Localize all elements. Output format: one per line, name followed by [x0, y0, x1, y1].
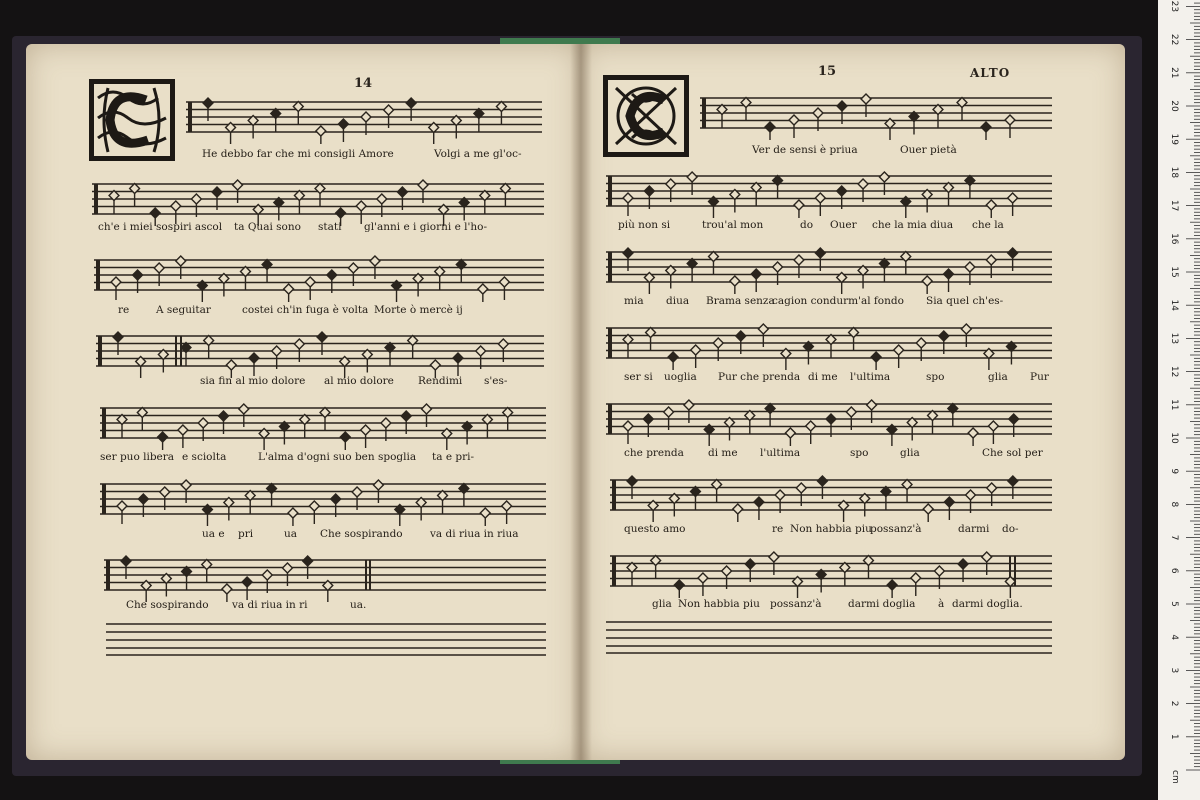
lyric-syllable: L'alma d'ogni suo ben spoglia	[258, 451, 417, 463]
lyric-syllable: va di riua in ri	[232, 599, 308, 611]
staff-right-1	[700, 86, 1052, 140]
lyric-syllable: questo amo	[624, 523, 686, 535]
lyric-syllable: Volgi a me gl'oc-	[434, 148, 522, 160]
lyric-syllable: l'ultima	[850, 371, 891, 383]
staff-left-3	[94, 248, 544, 302]
lyric-syllable: glia	[900, 447, 920, 459]
lyric-syllable: va di riua in riua	[430, 528, 519, 540]
ruler-number: 1	[1169, 733, 1179, 740]
staff-right-3	[606, 240, 1052, 294]
lyric-syllable: Morte ò mercè ij	[374, 304, 463, 316]
lyric-syllable: ser puo libera	[100, 451, 175, 463]
lyric-syllable: ua e	[202, 528, 225, 540]
staff-right-4	[606, 316, 1052, 370]
lyric-syllable: di me	[808, 371, 838, 383]
lyric-syllable: Che sol per	[982, 447, 1043, 459]
staff-right-6	[610, 468, 1052, 522]
ruler-unit-label: cm	[1170, 770, 1180, 784]
staff-right-7	[610, 544, 1052, 598]
lyric-syllable: che la mia diua	[872, 219, 954, 231]
lyric-syllable: cagion condurm'al fondo	[772, 295, 904, 307]
measurement-ruler	[1158, 0, 1200, 800]
ruler-number: 23	[1169, 0, 1179, 13]
ruler-number: 19	[1169, 133, 1179, 145]
page-gutter	[570, 44, 592, 760]
ruler-number: 15	[1169, 266, 1179, 278]
lyric-syllable: He debbo far che mi consigli Amore	[202, 148, 394, 160]
lyric-syllable: più non si	[618, 219, 671, 231]
lyric-syllable: ua	[284, 528, 298, 540]
lyric-syllable: darmi doglia	[848, 598, 916, 610]
lyric-syllable: s'es-	[484, 375, 508, 387]
lyric-syllable: trou'al mon	[702, 219, 764, 231]
lyric-syllable: Pur che prenda	[718, 371, 801, 383]
staff-left-6	[100, 472, 546, 526]
lyric-syllable: Brama senza	[706, 295, 775, 307]
ruler-number: 17	[1169, 199, 1179, 212]
ruler-number: 10	[1169, 432, 1179, 444]
lyric-syllable: stati	[318, 221, 342, 233]
staff-left-7	[104, 548, 546, 602]
lyric-syllable: che prenda	[624, 447, 684, 459]
lyric-syllable: costei ch'in fuga è volta	[242, 304, 369, 316]
lyric-syllable: possanz'à	[870, 523, 922, 535]
lyric-syllable: sia fin al mio dolore	[200, 375, 306, 387]
lyric-syllable: possanz'à	[770, 598, 822, 610]
lyric-syllable: re	[772, 523, 784, 535]
lyric-syllable: darmi doglia.	[952, 598, 1023, 610]
lyric-syllable: Ver de sensi è priua	[752, 144, 858, 156]
lyric-syllable: uoglia	[664, 371, 697, 383]
lyric-syllable: glia	[652, 598, 672, 610]
staff-left-4	[96, 324, 544, 378]
voice-part-label: ALTO	[970, 66, 1011, 80]
lyric-syllable: glia	[988, 371, 1008, 383]
lyric-syllable: ta Quai sono	[234, 221, 301, 233]
lyric-syllable: Ouer pietà	[900, 144, 957, 156]
ruler-number: 14	[1169, 299, 1179, 311]
lyric-syllable: ser si	[624, 371, 653, 383]
ruler-number: 4	[1169, 634, 1179, 641]
lyric-syllable: do	[800, 219, 814, 231]
lyric-syllable: Rendimi	[418, 375, 463, 387]
lyric-syllable: Sia quel ch'es-	[926, 295, 1004, 307]
ruler-number: 9	[1169, 468, 1179, 475]
lyric-syllable: e sciolta	[182, 451, 227, 463]
ruler-number: 2	[1169, 700, 1179, 707]
lyric-syllable: che la	[972, 219, 1004, 231]
ruler-number: 12	[1169, 365, 1179, 378]
lyric-syllable: Che sospirando	[320, 528, 403, 540]
left-page	[26, 44, 580, 760]
ruler-number: 18	[1169, 166, 1179, 179]
ruler-ticks	[1158, 0, 1200, 800]
ruler-number: 5	[1169, 601, 1179, 607]
lyric-syllable: Che sospirando	[126, 599, 209, 611]
blank-staff-right	[606, 620, 1052, 654]
lyric-syllable: l'ultima	[760, 447, 801, 459]
ruler-number: 11	[1169, 399, 1179, 411]
ruler-number: 6	[1169, 567, 1179, 574]
staff-left-1	[186, 90, 542, 144]
lyric-syllable: do-	[1002, 523, 1019, 535]
lyric-syllable: gl'anni e i giorni e l'ho-	[364, 221, 488, 233]
lyric-syllable: Pur	[1030, 371, 1049, 383]
lyric-syllable: ua.	[350, 599, 367, 611]
decorated-initial-c	[602, 74, 690, 158]
page-number-right: 15	[818, 64, 837, 79]
page-number-left: 14	[354, 76, 373, 91]
ruler-number: 21	[1169, 67, 1179, 79]
staff-left-5	[100, 396, 546, 450]
right-page	[580, 44, 1125, 760]
staff-right-5	[606, 392, 1052, 446]
lyric-syllable: ta e pri-	[432, 451, 475, 463]
blank-staff-left	[106, 622, 546, 656]
lyric-syllable: Ouer	[830, 219, 857, 231]
ruler-number: 8	[1169, 501, 1179, 508]
lyric-syllable: re	[118, 304, 130, 316]
lyric-syllable: A seguitar	[156, 304, 211, 316]
lyric-syllable: darmi	[958, 523, 990, 535]
lyric-syllable: diua	[666, 295, 690, 307]
lyric-syllable: Non habbia piu	[678, 598, 760, 610]
lyric-syllable: al mio dolore	[324, 375, 394, 387]
ruler-number: 16	[1169, 233, 1179, 245]
ruler-number: 7	[1169, 534, 1179, 541]
decorated-initial-c	[88, 78, 176, 162]
lyric-syllable: Non habbia piu	[790, 523, 872, 535]
lyric-syllable: spo	[926, 371, 945, 383]
lyric-syllable: di me	[708, 447, 738, 459]
lyric-syllable: spo	[850, 447, 869, 459]
ruler-number: 3	[1169, 667, 1179, 674]
lyric-syllable: mia	[624, 295, 644, 307]
ruler-number: 22	[1169, 33, 1179, 46]
staff-right-2	[606, 164, 1052, 218]
lyric-syllable: pri	[238, 528, 254, 540]
lyric-syllable: à	[938, 598, 945, 610]
staff-left-2	[92, 172, 544, 226]
lyric-syllable: ch'e i miei sospiri ascol	[98, 221, 223, 233]
ruler-number: 20	[1169, 100, 1179, 112]
ruler-number: 13	[1169, 332, 1179, 345]
